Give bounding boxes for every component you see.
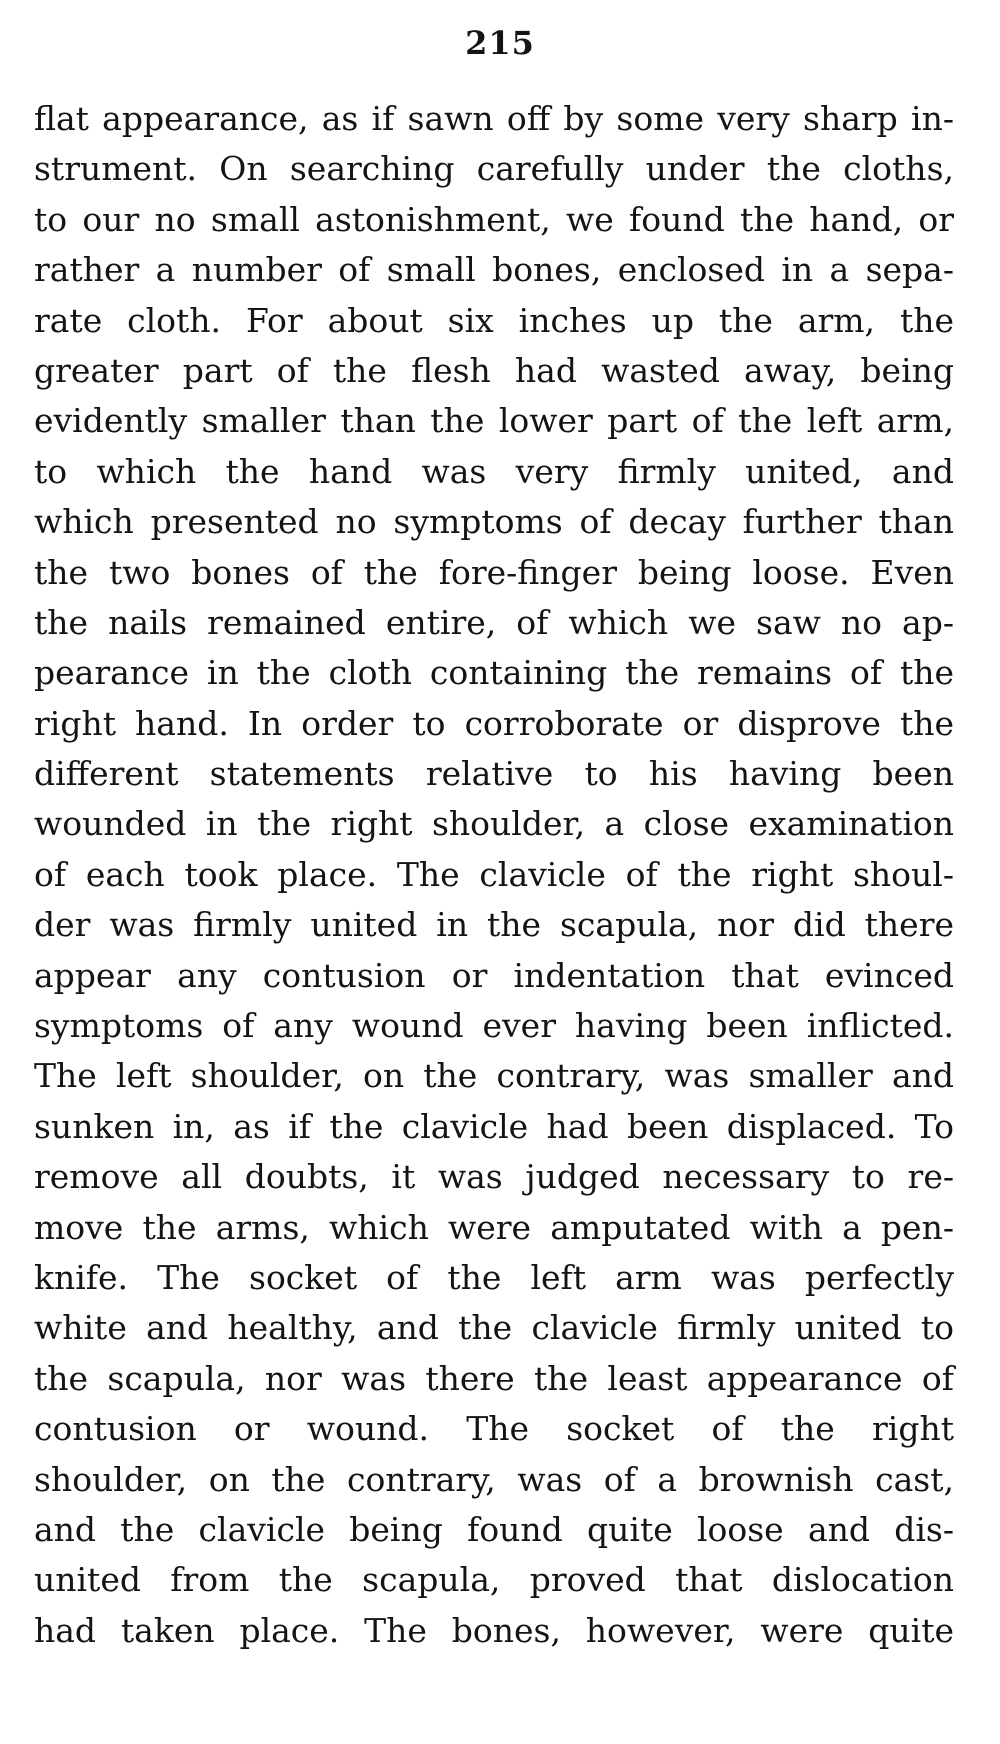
text-line: greater part of the flesh had wasted away, being [34,350,954,390]
text-line: and the clavicle being found quite loose and dis- [34,1509,954,1549]
text-line: flat appearance, as if sawn off by some very sharp in- [34,99,954,138]
text-line: different statements relative to his having been [34,754,954,794]
text-line: united from the scapula, proved that dislocation [34,1560,954,1600]
body-text [34,94,954,1656]
text-line: pearance in the cloth containing the remains of the [34,653,954,693]
text-line: the two bones of the fore-finger being loose. Even [34,552,954,592]
text-line: had taken place. The bones, however, were quite [34,1610,954,1650]
text-line: appear any contusion or indentation that evinced [34,955,954,995]
text-line: wounded in the right shoulder, a close examination [34,804,954,844]
text-line: knife. The socket of the left arm was perfectly [34,1257,954,1297]
page-number: 215 [465,24,535,62]
text-line: of each took place. The clavicle of the right shoul- [34,854,954,894]
text-line: der was firmly united in the scapula, nor did there [34,905,954,945]
text-line: to our no small astonishment, we found the hand, or [34,199,954,239]
text-line: which presented no symptoms of decay further than [34,502,954,542]
text-line: symptoms of any wound ever having been inflicted. [34,1006,954,1046]
text-line: contusion or wound. The socket of the right [34,1409,954,1449]
text-line: the scapula, nor was there the least appearance of [34,1358,954,1398]
text-line: remove all doubts, it was judged necessary to re- [34,1157,954,1197]
text-line: the nails remained entire, of which we saw no ap- [34,602,954,642]
text-line: white and healthy, and the clavicle firmly united to [34,1308,954,1348]
text-line: move the arms, which were amputated with a pen- [34,1207,954,1247]
text-line: to which the hand was very firmly united, and [34,451,954,491]
text-line: sunken in, as if the clavicle had been displaced. To [34,1106,954,1146]
text-line: shoulder, on the contrary, was of a brownish cast, [34,1459,954,1499]
text-line: rather a number of small bones, enclosed in a sepa- [34,250,954,290]
text-line: right hand. In order to corroborate or disprove the [34,703,954,743]
text-line: rate cloth. For about six inches up the arm, the [34,300,954,340]
text-line: evidently smaller than the lower part of the left arm, [34,401,954,441]
text-line: The left shoulder, on the contrary, was smaller and [34,1056,954,1096]
text-line: strument. On searching carefully under the cloths, [34,149,954,189]
